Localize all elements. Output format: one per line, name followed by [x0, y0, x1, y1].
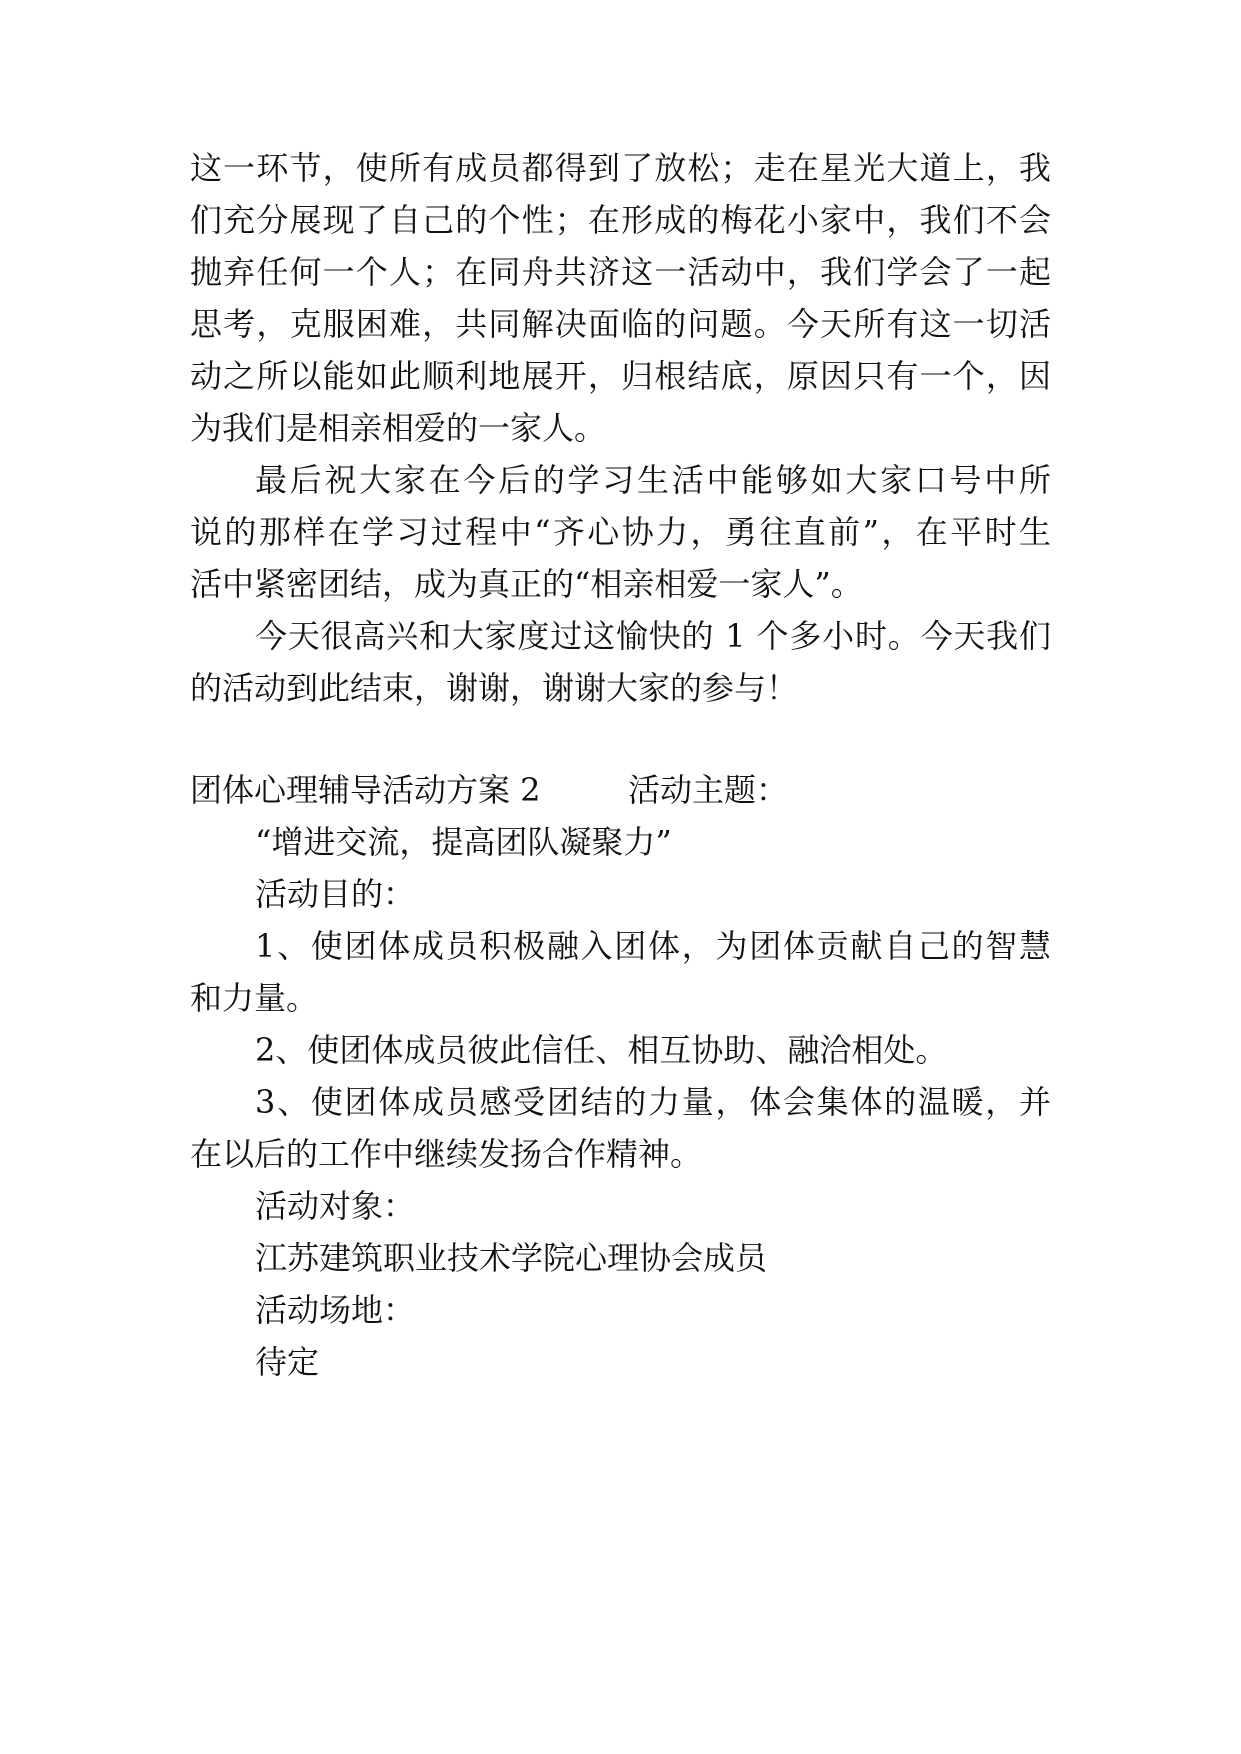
text-line: 最后祝大家在今后的学习生活中能够如大家口号中所 — [255, 461, 1051, 499]
goal-label: 活动目的： — [255, 875, 416, 913]
target-label: 活动对象： — [255, 1187, 416, 1225]
theme-label: 活动主题： — [628, 771, 789, 809]
goal-item-3: 3、使团体成员感受团结的力量，体会集体的温暖，并 — [255, 1083, 1051, 1121]
section-title: 团体心理辅导活动方案 2 — [190, 771, 541, 809]
goal-item-3-cont: 在以后的工作中继续发扬合作精神。 — [190, 1135, 703, 1173]
text-line: 说的那样在学习过程中“齐心协力，勇往直前”，在平时生 — [190, 513, 1051, 551]
text-line: 们充分展现了自己的个性；在形成的梅花小家中，我们不会 — [190, 201, 1051, 239]
target-text: 江苏建筑职业技术学院心理协会成员 — [255, 1239, 768, 1277]
text-line: 抛弃任何一个人；在同舟共济这一活动中，我们学会了一起 — [190, 253, 1051, 291]
goal-item-2: 2、使团体成员彼此信任、相互协助、融洽相处。 — [255, 1031, 948, 1069]
goal-item-1-cont: 和力量。 — [190, 979, 319, 1017]
venue-text: 待定 — [255, 1343, 320, 1381]
text-line: 这一环节，使所有成员都得到了放松；走在星光大道上，我 — [190, 149, 1051, 187]
theme-text: “增进交流，提高团队凝聚力” — [255, 823, 672, 861]
text-line: 的活动到此结束，谢谢，谢谢大家的参与！ — [190, 669, 799, 707]
text-line: 今天很高兴和大家度过这愉快的 1 个多小时。今天我们 — [255, 617, 1051, 655]
goal-item-1: 1、使团体成员积极融入团体，为团体贡献自己的智慧 — [255, 927, 1051, 965]
text-line: 为我们是相亲相爱的一家人。 — [190, 409, 607, 447]
text-line: 动之所以能如此顺利地展开，归根结底，原因只有一个，因 — [190, 357, 1051, 395]
text-line: 思考，克服困难，共同解决面临的问题。今天所有这一切活 — [190, 305, 1051, 343]
venue-label: 活动场地： — [255, 1291, 416, 1329]
text-line: 活中紧密团结，成为真正的“相亲相爱一家人”。 — [190, 565, 863, 603]
